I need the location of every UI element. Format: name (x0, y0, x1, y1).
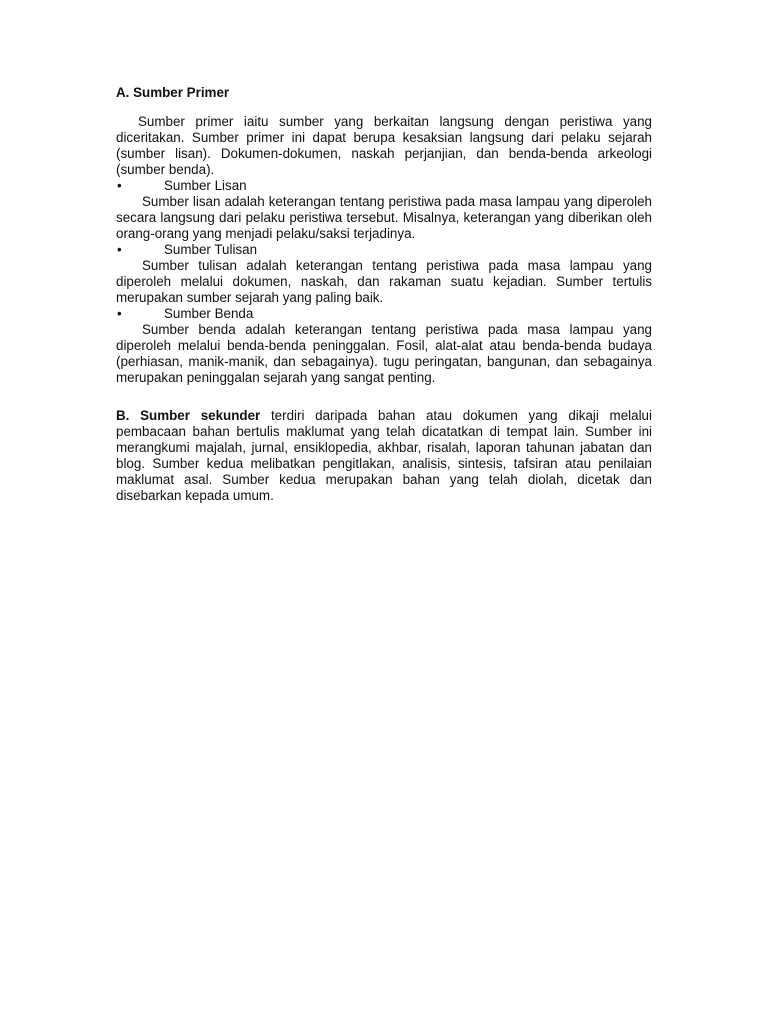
section-a-intro: Sumber primer iaitu sumber yang berkaitan langsung dengan peristiwa yang diceritakan. Sumber primer ini dapat berupa kesaksian langsung dari pelaku sejarah (sumber lisan). Dokumen-dokumen, naskah perjanjian, dan benda-benda arkeologi (sumber benda). (116, 114, 652, 177)
section-b-paragraph (116, 408, 652, 504)
section-b-body: terdiri daripada bahan atau dokumen yang dikaji melalui pembacaan bahan bertulis maklumat yang telah dicatatkan di tempat lain. Sumber ini merangkumi majalah, jurnal, ensiklopedia, akhbar, risalah, laporan tahunan jabatan dan blog. Sumber kedua melibatkan pengitlakan, analisis, sintesis, tafsiran atau penilaian maklumat asal. Sumber kedua merupakan bahan yang telah diolah, dicetak dan disebarkan kepada umum. (116, 408, 652, 503)
bullet-body-lisan: Sumber lisan adalah keterangan tentang peristiwa pada masa lampau yang diperoleh secara langsung dari pelaku peristiwa tersebut. Misalnya, keterangan yang diberikan oleh orang-orang yang menjadi pelaku/saksi terjadinya. (116, 194, 652, 241)
bullet-icon: • (117, 306, 122, 321)
bullet-item-tulisan (116, 242, 652, 258)
bullet-icon: • (117, 178, 122, 193)
bullet-icon: • (117, 242, 122, 257)
section-spacer (116, 386, 652, 408)
bullet-body-tulisan: Sumber tulisan adalah keterangan tentang peristiwa pada masa lampau yang diperoleh melalui dokumen, naskah, dan rakaman suatu kejadian. Sumber tertulis merupakan sumber sejarah yang paling baik. (116, 258, 652, 305)
section-b-heading: B. Sumber sekunder (116, 408, 261, 423)
bullet-title: Sumber Lisan (164, 178, 247, 193)
bullet-item-benda (116, 306, 652, 322)
bullet-item-lisan (116, 178, 652, 194)
bullet-body-benda: Sumber benda adalah keterangan tentang peristiwa pada masa lampau yang diperoleh melalui benda-benda peninggalan. Fosil, alat-alat atau benda-benda budaya (perhiasan, manik-manik, dan sebagainya). tugu peringatan, bangunan, dan sebagainya merupakan peninggalan sejarah yang sangat penting. (116, 322, 652, 385)
document-page (116, 85, 652, 504)
section-a-heading: A. Sumber Primer (116, 85, 230, 100)
bullet-title: Sumber Tulisan (164, 242, 258, 257)
bullet-title: Sumber Benda (164, 306, 254, 321)
